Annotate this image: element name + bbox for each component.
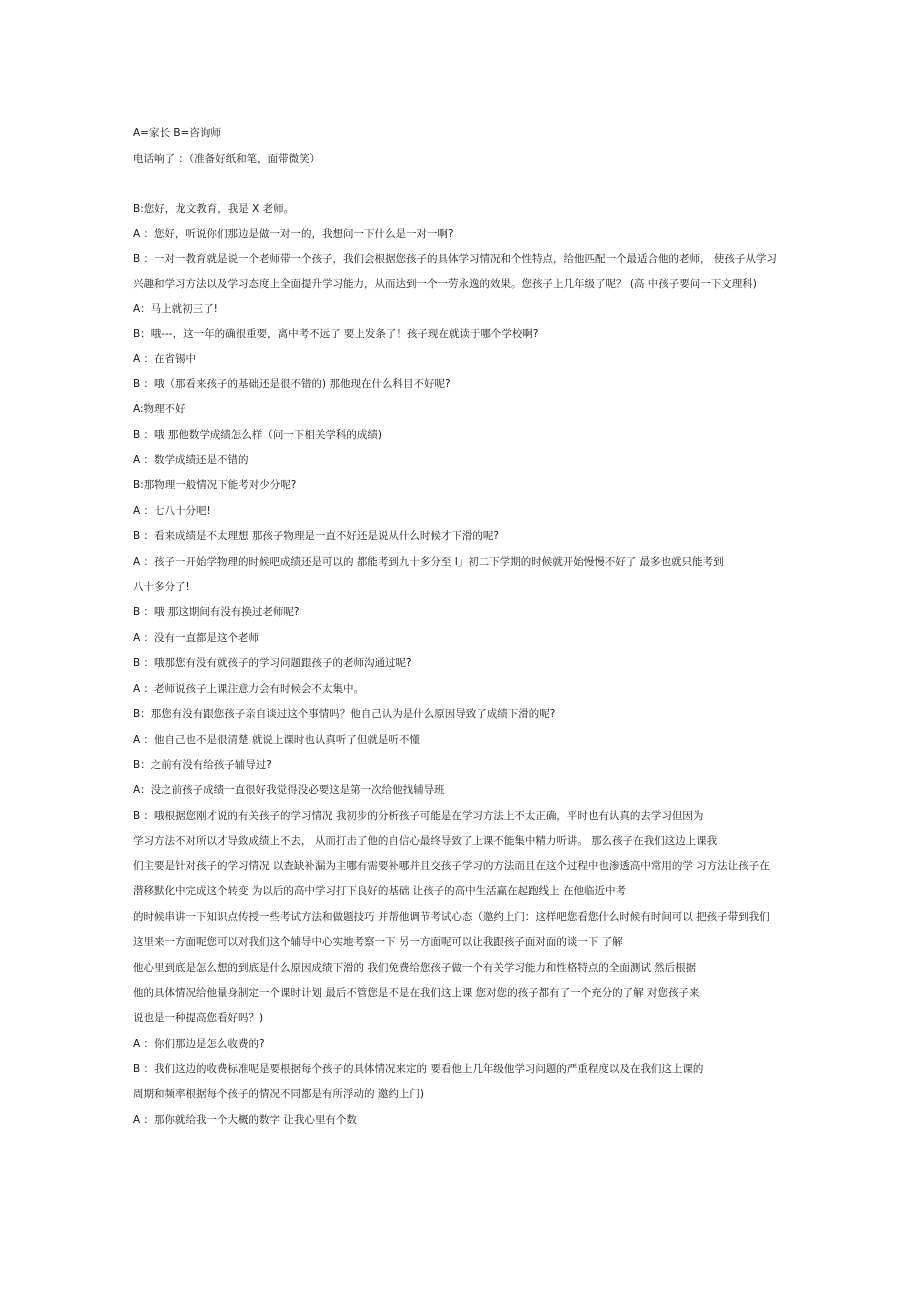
dialogue-line: A ：数学成绩还是不错的: [133, 454, 249, 466]
dialogue-line: A ：七八十分吧!: [133, 505, 211, 517]
dialogue-line: A ：老师说孩子上课注意力会有时候会不太集中。: [133, 683, 365, 695]
dialogue-line: A ：您好，听说你们那边是做一对一的，我想问一下什么是一对一啊?: [133, 228, 454, 240]
dialogue-line: 们主要是针对孩子的学习情况 以查缺补漏为主哪有需要补哪并且交孩子学习的方法而且在这个过程中也渗透高中常用的学 习方法让孩子在: [133, 860, 770, 872]
dialogue-line: A ：在省锡中: [133, 353, 197, 365]
dialogue-line: A：马上就初三了!: [133, 303, 218, 315]
dialogue-line: B ：我们这边的收费标准呢是要根据每个孩子的具体情况来定的 要看他上几年级他学习问题的严重程度以及在我们这上课的: [133, 1063, 704, 1075]
dialogue-line: 他的具体情况给他量身制定一个课时计划 最后不管您是不是在我们这上课 您对您的孩子都有了一个充分的了解 对您孩子来: [133, 987, 700, 999]
dialogue-line: B ：哦（那看来孩子的基础还是很不错的) 那他现在什么科目不好呢?: [133, 378, 451, 390]
dialogue-line: B ：哦 那他数学成绩怎么样（问一下相关学科的成绩): [133, 429, 382, 441]
dialogue-line: B：哦---，这一年的确很重要，离中考不远了 要上发条了！孩子现在就读于哪个学校啊?: [133, 328, 539, 340]
dialogue-line: B：之前有没有给孩子辅导过?: [133, 759, 272, 771]
dialogue-line: B：那您有没有跟您孩子亲自谈过这个事情吗？他自己认为是什么原因导致了成绩下滑的呢?: [133, 708, 556, 720]
dialogue-line: B:您好，龙文教育，我是 X 老师。: [133, 203, 295, 215]
dialogue-line: 八十多分了!: [133, 581, 190, 593]
dialogue-line: 说也是一种提高您看好吗？): [133, 1012, 264, 1024]
dialogue-line: A：没之前孩子成绩一直很好我觉得没必要这是第一次给他找辅导班: [133, 784, 445, 796]
dialogue-line: B ：一对一教育就是说一个老师带一个孩子，我们会根据您孩子的具体学习情况和个性特点，给他匹配一个最适合他的老师， 使孩子从学习: [133, 253, 777, 265]
dialogue-line: 的时候串讲一下知识点传授一些考试方法和做题技巧 并帮他调节考试心态（邀约上门：这样吧您看您什么时候有时间可以 把孩子带到我们: [133, 911, 770, 923]
scene-note: 电话响了 ：（准备好纸和笔，面带微笑）: [133, 153, 321, 165]
dialogue-line: A ：他自己也不是很清楚 就说上课时也认真听了但就是听不懂: [133, 734, 420, 746]
dialogue-line: 学习方法不对所以才导致成绩上不去， 从而打击了他的自信心最终导致了上课不能集中精力听讲。 那么孩子在我们这边上课我: [133, 835, 718, 847]
dialogue-line: B ：看来成绩是不太理想 那孩子物理是一直不好还是说从什么时候才下滑的呢?: [133, 530, 499, 542]
roles-legend: A=家长 B=咨询师: [133, 127, 221, 139]
dialogue-line: A:物理不好: [133, 403, 186, 415]
dialogue-line: 兴趣和学习方法以及学习态度上全面提升学习能力，从而达到一个一劳永逸的效果。您孩子上几年级了呢？ (高 中孩子要问一下文理科): [133, 278, 757, 290]
dialogue-line: B ：哦根据您刚才说的有关孩子的学习情况 我初步的分析孩子可能是在学习方法上不太正确，平时也有认真的去学习但因为: [133, 810, 704, 822]
dialogue-line: B ：哦 那这期间有没有换过老师呢?: [133, 606, 300, 618]
dialogue-line: B ：哦那您有没有就孩子的学习问题跟孩子的老师沟通过呢?: [133, 657, 412, 669]
dialogue-line: 周期和频率根据每个孩子的情况不同都是有所浮动的 邀约上门): [133, 1088, 424, 1100]
dialogue-line: 潜移默化中完成这个转变 为以后的高中学习打下良好的基础 让孩子的高中生活赢在起跑线上 在他临近中考: [133, 885, 627, 897]
dialogue-line: 他心里到底是怎么想的到底是什么原因成绩下滑的 我们免费给您孩子做一个有关学习能力和性格特点的全面测试 然后根据: [133, 962, 697, 974]
dialogue-line: B:那物理一般情况下能考对少分呢?: [133, 479, 297, 491]
dialogue-line: A ：那你就给我一个大概的数字 让我心里有个数: [133, 1114, 357, 1126]
dialogue-line: A ：你们那边是怎么收费的?: [133, 1038, 265, 1050]
dialogue-line: A ：孩子一开始学物理的时候吧成绩还是可以的 都能考到九十多分至 I」初二下学期的时候就开始慢慢不好了 最多也就只能考到: [133, 556, 724, 568]
dialogue-line: 这里来一方面呢您可以对我们这个辅导中心实地考察一下 另一方面呢可以让我跟孩子面对面的谈一下 了解: [133, 936, 623, 948]
dialogue-line: A ：没有一直都是这个老师: [133, 632, 260, 644]
